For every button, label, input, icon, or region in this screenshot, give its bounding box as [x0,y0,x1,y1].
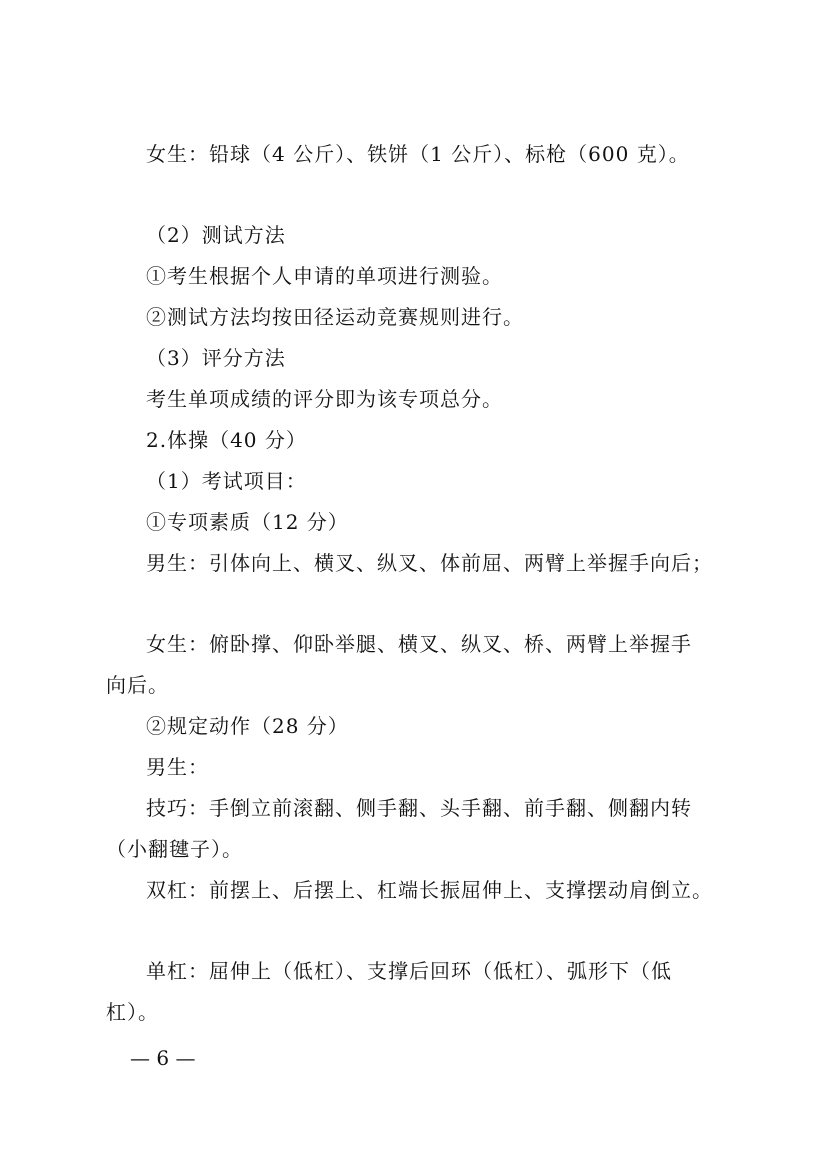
text-line-male-quality: 男生：引体向上、横叉、纵叉、体前屈、两臂上举握手向后； [146,551,713,575]
text-line-exam-items-heading: （1）考试项目： [146,469,307,493]
text-line-special-quality: ①专项素质（12 分） [146,510,349,534]
text-line-horizontal-bar-cont: 杠）。 [106,1000,159,1024]
page-number: — 6 — [130,1046,196,1070]
text-line-test-method-heading: （2）测试方法 [146,223,286,247]
text-line-test-method-2: ②测试方法均按田径运动竞赛规则进行。 [146,305,524,329]
text-line-required-moves: ②规定动作（28 分） [146,714,349,738]
text-line-gymnastics-heading: 2.体操（40 分） [146,428,307,452]
text-line-male-label: 男生： [146,755,209,779]
text-line-horizontal-bar: 单杠：屈伸上（低杠）、支撑后回环（低杠）、弧形下（低 [146,959,672,983]
text-line-skills: 技巧：手倒立前滚翻、侧手翻、头手翻、前手翻、侧翻内转 [146,796,692,820]
text-line-parallel-bars: 双杠：前摆上、后摆上、杠端长振屈伸上、支撑摆动肩倒立。 [146,878,713,902]
text-line-female-throwing: 女生：铅球（4 公斤）、铁饼（1 公斤）、标枪（600 克）。 [146,142,690,166]
text-line-female-quality-cont: 向后。 [106,673,169,697]
text-line-scoring-heading: （3）评分方法 [146,346,286,370]
text-line-scoring-content: 考生单项成绩的评分即为该专项总分。 [146,387,503,411]
text-line-test-method-1: ①考生根据个人申请的单项进行测验。 [146,264,503,288]
text-line-female-quality: 女生：俯卧撑、仰卧举腿、横叉、纵叉、桥、两臂上举握手 [146,632,692,656]
text-line-skills-cont: （小翻毽子）。 [106,837,243,861]
